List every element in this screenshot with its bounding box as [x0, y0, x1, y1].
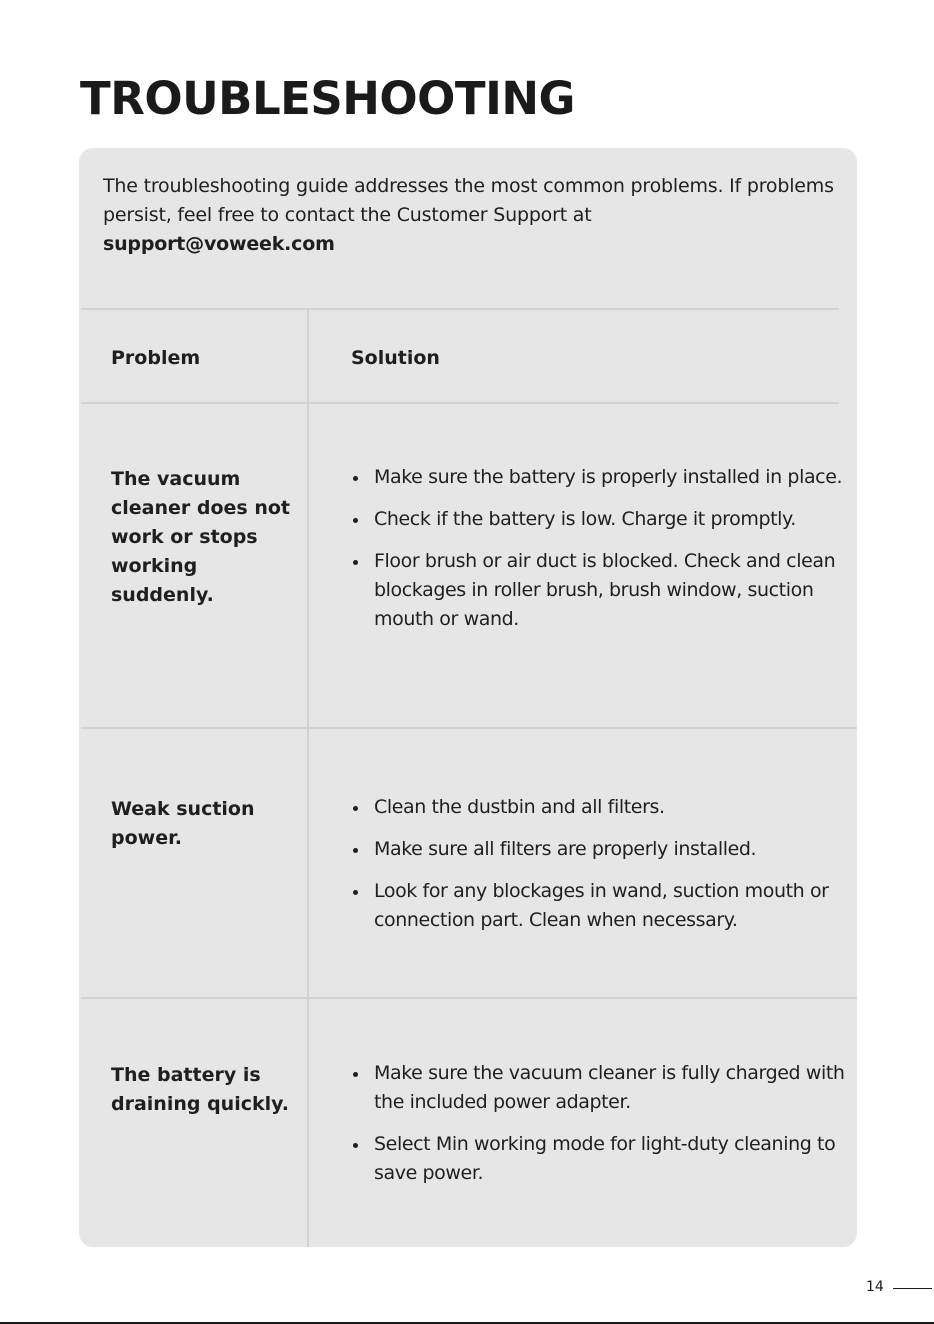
page-title: TROUBLESHOOTING — [80, 72, 575, 125]
solution-list — [351, 1059, 851, 1201]
intro-text: The troubleshooting guide addresses the most common problems. If problems persist, feel free to contact the Customer Support at — [103, 175, 834, 226]
table-top-divider — [81, 308, 839, 310]
solution-item: Make sure all filters are properly installed. — [351, 835, 851, 864]
problem-cell: The vacuum cleaner does not work or stops working suddenly. — [111, 468, 291, 606]
solution-item: Floor brush or air duct is blocked. Check and clean blockages in roller brush, brush window, suction mouth or wand. — [351, 547, 851, 634]
solution-list — [351, 463, 851, 647]
page-number-rule — [893, 1288, 932, 1289]
solution-column-header: Solution — [351, 347, 440, 369]
support-email[interactable]: support@voweek.com — [103, 233, 335, 255]
troubleshooting-card — [79, 148, 857, 1247]
solution-item: Select Min working mode for light-duty cleaning to save power. — [351, 1130, 851, 1188]
solution-item: Check if the battery is low. Charge it promptly. — [351, 505, 851, 534]
solution-list — [351, 793, 851, 948]
row-divider — [81, 727, 857, 729]
header-divider — [81, 402, 839, 404]
intro-paragraph — [103, 172, 843, 259]
solution-item: Look for any blockages in wand, suction mouth or connection part. Clean when necessary. — [351, 877, 851, 935]
row-divider — [81, 997, 857, 999]
problem-column-header: Problem — [111, 347, 201, 369]
problem-cell: The battery is draining quickly. — [111, 1064, 289, 1115]
column-divider — [307, 308, 309, 1247]
problem-cell: Weak suction power. — [111, 798, 255, 849]
solution-item: Make sure the battery is properly installed in place. — [351, 463, 851, 492]
solution-item: Make sure the vacuum cleaner is fully charged with the included power adapter. — [351, 1059, 851, 1117]
solution-item: Clean the dustbin and all filters. — [351, 793, 851, 822]
page-number: 14 — [866, 1279, 884, 1295]
